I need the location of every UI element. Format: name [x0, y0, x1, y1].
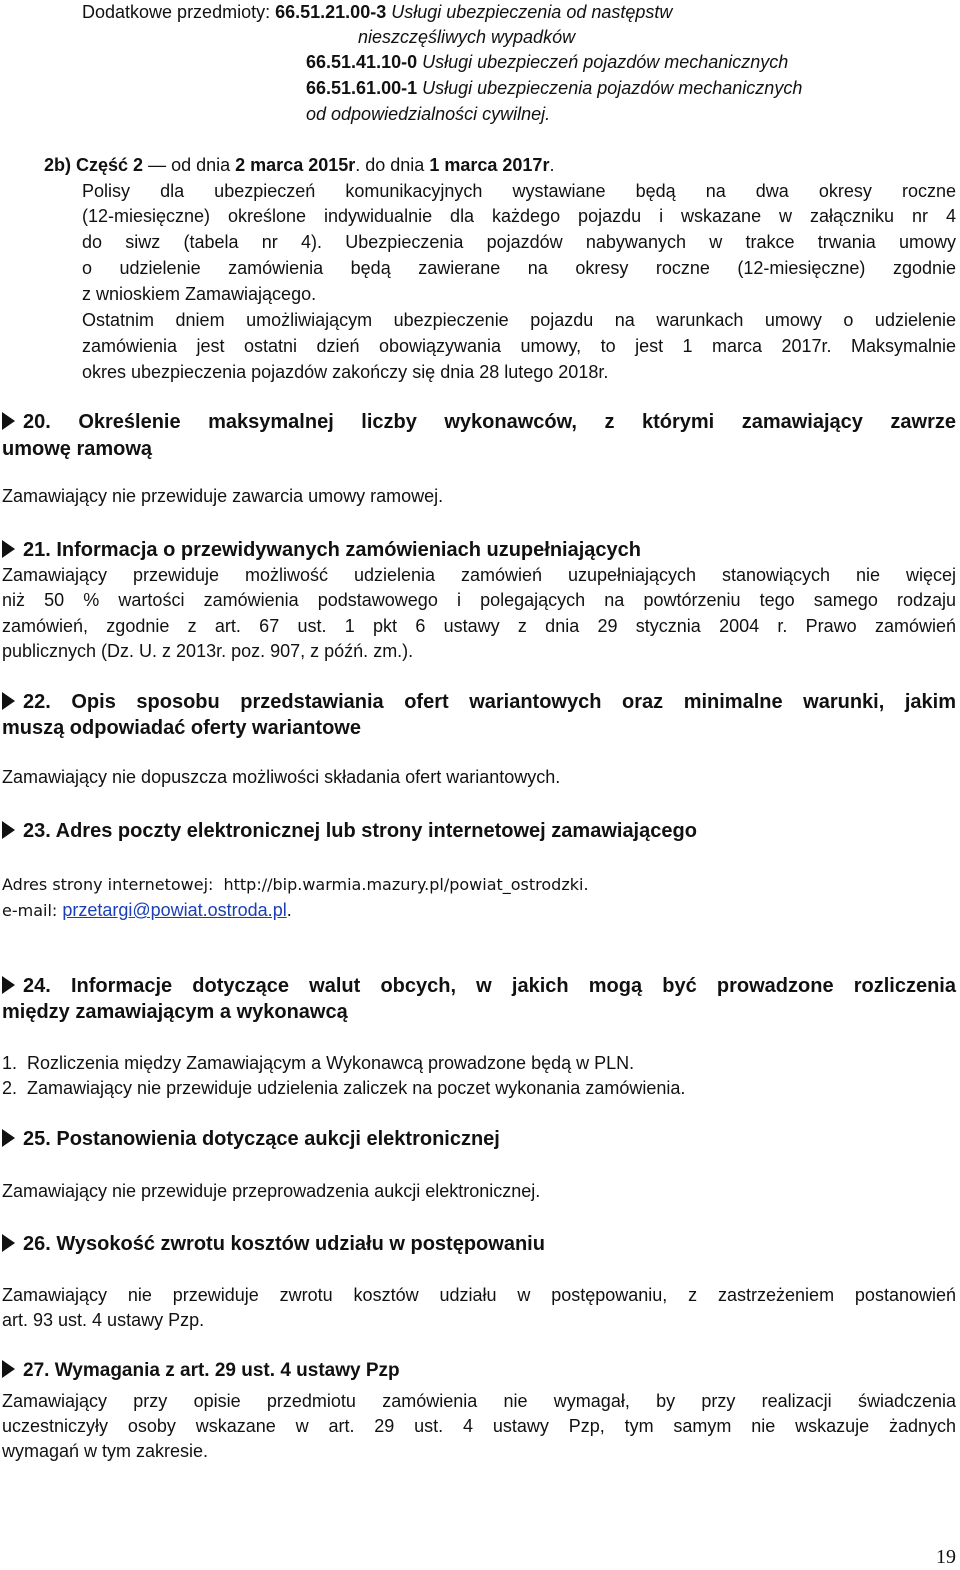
section-25-number: 25.	[23, 1128, 51, 1150]
list-item-text: Rozliczenia między Zamawiającym a Wykonawcą prowadzone będą w PLN.	[27, 1053, 635, 1073]
part2-line-6: Ostatnim dniem umożliwiającym ubezpieczenie pojazdu na warunkach umowy o udzielenie	[82, 310, 956, 330]
cpv-code-2: 66.51.41.10-0	[306, 52, 418, 72]
section-21-line-4: publicznych (Dz. U. z 2013r. poz. 907, z późń. zm.).	[2, 641, 414, 661]
email-link[interactable]: przetargi@powiat.ostroda.pl	[62, 900, 287, 920]
section-20-number: 20.	[23, 411, 51, 433]
section-24-heading	[2, 975, 956, 998]
section-27-line-3: wymagań w tym zakresie.	[2, 1441, 209, 1461]
additional-subjects-line-2	[306, 52, 788, 73]
part2-line-5: z wnioskiem Zamawiającego.	[82, 284, 317, 304]
list-item	[2, 1053, 634, 1074]
section-25-body: Zamawiający nie przewiduje przeprowadzenia aukcji elektronicznej.	[2, 1181, 541, 1201]
www-label: Adres strony internetowej:	[2, 875, 214, 894]
additional-subjects-line-1	[82, 2, 672, 23]
section-21-line-3: zamówień, zgodnie z art. 67 ust. 1 pkt 6 ustawy z dnia 29 stycznia 2004 r. Prawo zamówień	[2, 616, 956, 636]
section-26-heading	[2, 1233, 545, 1256]
part2-to-date: 1 marca 2017r	[429, 155, 550, 175]
section-20-heading	[2, 411, 956, 434]
section-27-heading	[2, 1360, 400, 1382]
arrow-bullet-icon	[2, 1360, 15, 1378]
section-20-body: Zamawiający nie przewiduje zawarcia umowy ramowej.	[2, 486, 444, 506]
section-21-line-1: Zamawiający przewiduje możliwość udzielenia zamówień uzupełniających stanowiących nie więcej	[2, 565, 956, 585]
section-26-number: 26.	[23, 1233, 51, 1255]
section-23-title: Adres poczty elektronicznej lub strony internetowej zamawiającego	[55, 820, 697, 842]
section-27-line-1: Zamawiający przy opisie przedmiotu zamówienia nie wymagał, by przy realizacji świadczenia	[2, 1391, 956, 1411]
part2-line-2: (12-miesięczne) określone indywidualnie dla każdego pojazdu i wskazane w załączniku nr 4	[82, 206, 956, 226]
section-22-number: 22.	[23, 691, 51, 713]
section-25-title: Postanowienia dotyczące aukcji elektronicznej	[56, 1128, 500, 1150]
cpv-desc-1-cont: nieszczęśliwych wypadków	[358, 27, 576, 47]
page-number: 19	[936, 1546, 956, 1568]
arrow-bullet-icon	[2, 692, 15, 710]
section-22-body: Zamawiający nie dopuszcza możliwości składania ofert wariantowych.	[2, 767, 561, 787]
section-25-heading	[2, 1128, 500, 1151]
cpv-code-3: 66.51.61.00-1	[306, 78, 418, 98]
part2-from-date: 2 marca 2015r	[235, 155, 356, 175]
section-23-www-line	[2, 874, 589, 895]
arrow-bullet-icon	[2, 412, 15, 430]
section-23-number: 23.	[23, 820, 51, 842]
section-22-title-2: muszą odpowiadać oferty wariantowe	[2, 717, 361, 739]
section-27-line-2: uczestniczyły osoby wskazane w art. 29 ust. 4 ustawy Pzp, tym samym nie wskazuje żadnych	[2, 1416, 956, 1436]
section-20-title-1: Określenie maksymalnej liczby wykonawców, z którymi zamawiający zawrze	[78, 411, 957, 433]
part2-to-text: . do dnia	[355, 155, 425, 175]
section-27-title: Wymagania z art. 29 ust. 4 ustawy Pzp	[54, 1360, 400, 1381]
arrow-bullet-icon	[2, 821, 15, 839]
section-26-line-1: Zamawiający nie przewiduje zwrotu kosztów udziału w postępowaniu, z zastrzeżeniem postanowień	[2, 1285, 956, 1305]
additional-label: Dodatkowe przedmioty:	[82, 2, 271, 22]
part2-line-3: do siwz (tabela nr 4). Ubezpieczenia pojazdów nabywanych w trakce trwania umowy	[82, 232, 956, 252]
section-26-line-2: art. 93 ust. 4 ustawy Pzp.	[2, 1310, 205, 1330]
cpv-desc-1: Usługi ubezpieczenia od następstw	[391, 2, 673, 22]
section-24-title-1: Informacje dotyczące walut obcych, w jakich mogą być prowadzone rozliczenia	[70, 975, 956, 997]
arrow-bullet-icon	[2, 1234, 15, 1252]
part2-label: 2b) Część 2	[44, 155, 144, 175]
arrow-bullet-icon	[2, 1129, 15, 1147]
section-20-title-2: umowę ramową	[2, 438, 153, 460]
section-21-heading	[2, 539, 641, 562]
cpv-code-1: 66.51.21.00-3	[275, 2, 387, 22]
part2-from-text: od dnia	[171, 155, 231, 175]
part2-line-1: Polisy dla ubezpieczeń komunikacyjnych wystawiane będą na dwa okresy roczne	[82, 181, 956, 201]
section-23-heading	[2, 820, 697, 843]
section-26-title: Wysokość zwrotu kosztów udziału w postępowaniu	[56, 1233, 545, 1255]
section-22-title-1: Opis sposobu przedstawiania ofert wariantowych oraz minimalne warunki, jakim	[71, 691, 956, 713]
list-item-text: Zamawiający nie przewiduje udzielenia zaliczek na poczet wykonania zamówienia.	[27, 1078, 686, 1098]
list-item-number: 2.	[2, 1078, 18, 1098]
section-23-email-line	[2, 900, 292, 921]
section-21-title: Informacja o przewidywanych zamówieniach uzupełniających	[56, 539, 641, 561]
section-27-number: 27.	[23, 1360, 50, 1381]
section-24-number: 24.	[23, 975, 51, 997]
section-24-title-2: między zamawiającym a wykonawcą	[2, 1001, 348, 1023]
additional-subjects-line-3	[306, 78, 802, 99]
section-21-number: 21.	[23, 539, 51, 561]
section-22-heading	[2, 691, 956, 714]
arrow-bullet-icon	[2, 976, 15, 994]
cpv-desc-2: Usługi ubezpieczeń pojazdów mechanicznych	[422, 52, 789, 72]
list-item-number: 1.	[2, 1053, 18, 1073]
section-21-line-2: niż 50 % wartości zamówienia podstawowego i polegających na powtórzeniu tego samego rodzaju	[2, 590, 956, 610]
www-url[interactable]: http://bip.warmia.mazury.pl/powiat_ostrodzki.	[223, 875, 589, 894]
cpv-desc-3-cont: od odpowiedzialności cywilnej.	[306, 104, 551, 124]
list-item	[2, 1078, 685, 1099]
part2-heading: 2b) Część 2 — od dnia 2 marca 2015r. do dnia 1 marca 2017r.	[44, 155, 555, 175]
part2-line-7: zamówienia jest ostatni dzień obowiązywania umowy, to jest 1 marca 2017r. Maksymalnie	[82, 336, 956, 356]
email-label: e-mail:	[2, 901, 58, 920]
cpv-desc-3: Usługi ubezpieczenia pojazdów mechanicznych	[422, 78, 803, 98]
arrow-bullet-icon	[2, 540, 15, 558]
part2-line-4: o udzielenie zamówienia będą zawierane na okresy roczne (12-miesięczne) zgodnie	[82, 258, 956, 278]
part2-line-8: okres ubezpieczenia pojazdów zakończy się dnia 28 lutego 2018r.	[82, 362, 609, 382]
email-end: .	[286, 900, 292, 920]
part2-end: .	[549, 155, 555, 175]
